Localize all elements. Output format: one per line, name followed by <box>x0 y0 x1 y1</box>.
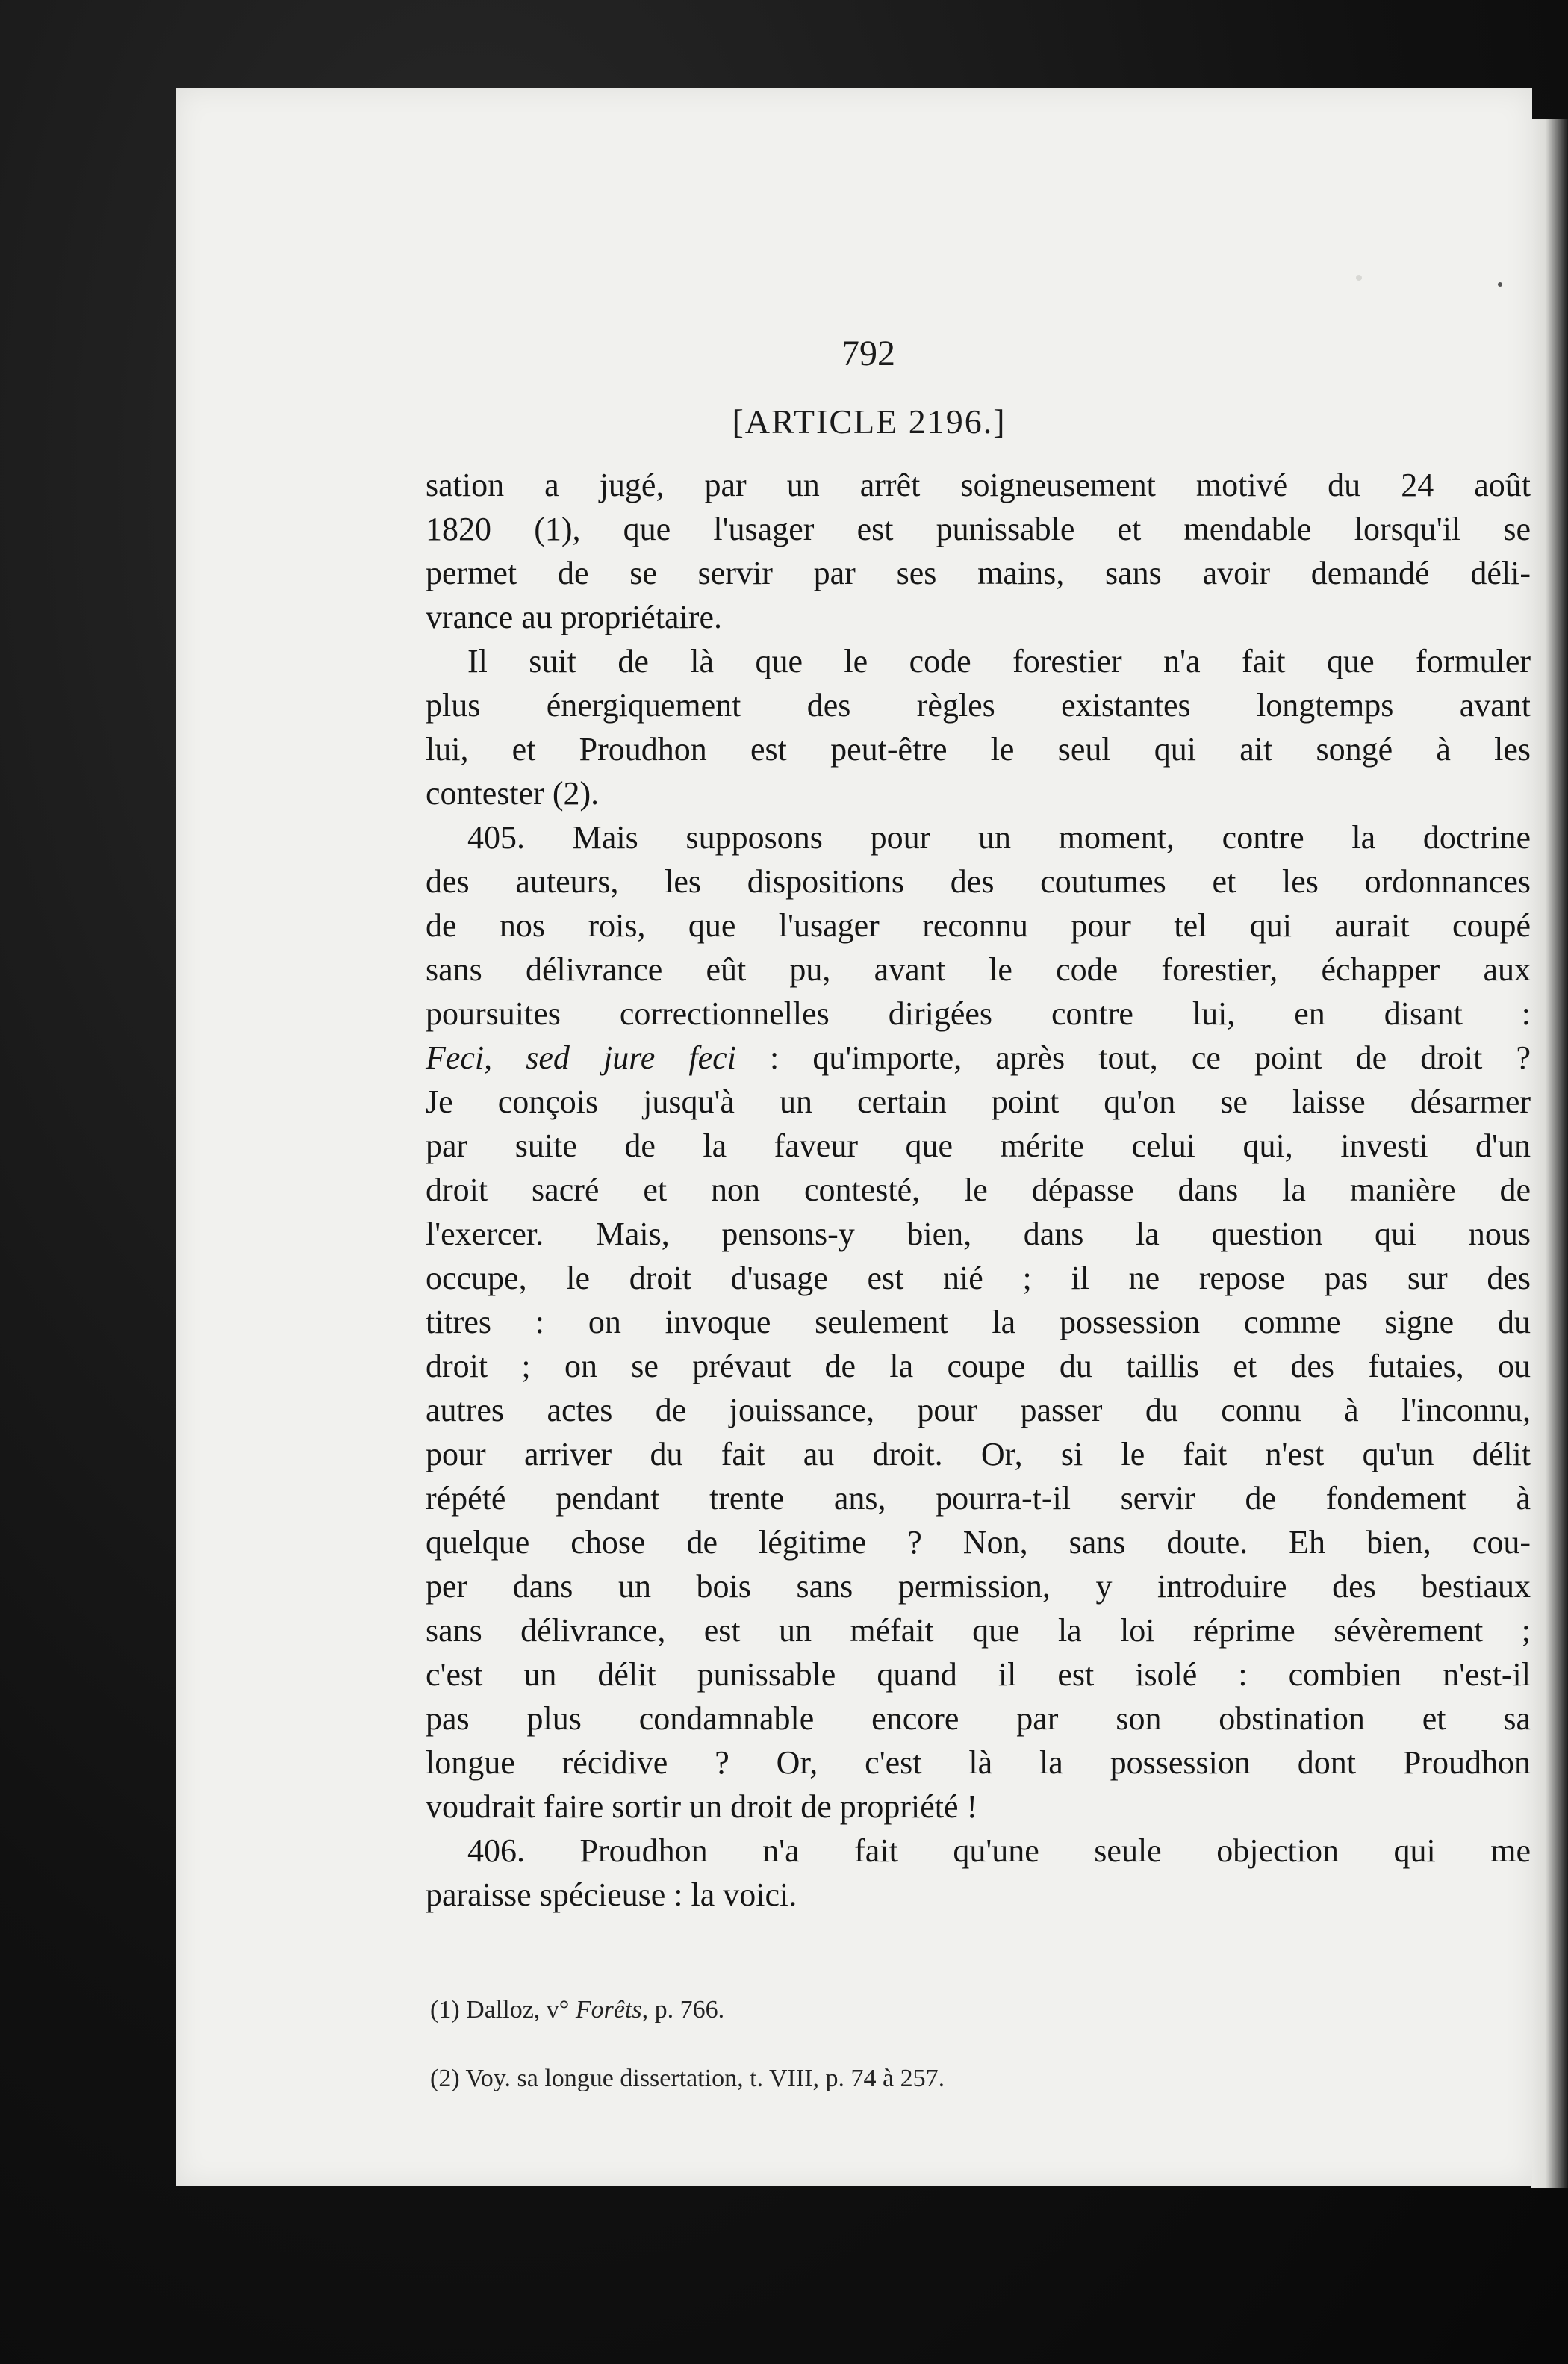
latin-phrase: Feci, sed jure feci <box>426 1039 736 1076</box>
text-line: per dans un bois sans permission, y introduire des bestiaux <box>426 1568 1531 1605</box>
text-line: poursuites correctionnelles dirigées contre lui, en disant : <box>426 995 1531 1032</box>
body-text <box>426 463 1531 1917</box>
footnote-text: Dalloz, v° <box>466 1996 570 2024</box>
next-page-edge <box>1531 119 1568 2188</box>
text-line: quelque chose de légitime ? Non, sans doute. Eh bien, cou- <box>426 1524 1531 1561</box>
text-line: occupe, le droit d'usage est nié ; il ne repose pas sur des <box>426 1260 1531 1296</box>
text-line: sans délivrance, est un méfait que la loi réprime sévèrement ; <box>426 1612 1531 1649</box>
text-line: 405. Mais supposons pour un moment, contre la doctrine <box>467 819 1531 856</box>
text-line: paraisse spécieuse : la voici. <box>426 1876 797 1913</box>
text-line: de nos rois, que l'usager reconnu pour tel qui aurait coupé <box>426 907 1531 944</box>
text-line: c'est un délit punissable quand il est isolé : combien n'est-il <box>426 1656 1531 1693</box>
text-line: 1820 (1), que l'usager est punissable et mendable lorsqu'il se <box>426 511 1531 547</box>
text-line: vrance au propriétaire. <box>426 599 722 635</box>
text-line: répété pendant trente ans, pourra-t-il servir de fondement à <box>426 1480 1531 1517</box>
text-line: lui, et Proudhon est peut-être le seul qui ait songé à les <box>426 731 1531 768</box>
text-line: Il suit de là que le code forestier n'a fait que formuler <box>467 643 1531 679</box>
book-page <box>176 88 1532 2186</box>
footnote <box>430 2062 1520 2095</box>
text-line: 406. Proudhon n'a fait qu'une seule objection qui me <box>467 1832 1531 1869</box>
paper-speck <box>1356 275 1362 281</box>
text-line: Feci, sed jure feci : qu'importe, après tout, ce point de droit ? <box>426 1039 1531 1076</box>
footnote-text: Voy. sa longue dissertation, t. VIII, p. 74 à 257. <box>465 2065 945 2092</box>
text-line: contester (2). <box>426 775 600 812</box>
text-line: droit sacré et non contesté, le dépasse dans la manière de <box>426 1172 1531 1208</box>
text-line: l'exercer. Mais, pensons-y bien, dans la question qui nous <box>426 1216 1531 1252</box>
footnote-marker: (1) <box>430 1996 460 2024</box>
paper-speck <box>1498 282 1502 287</box>
footnote-marker: (2) <box>430 2065 460 2092</box>
text-line: droit ; on se prévaut de la coupe du taillis et des futaies, ou <box>426 1348 1531 1384</box>
text-line: voudrait faire sortir un droit de propriété ! <box>426 1788 978 1825</box>
text-line: sation a jugé, par un arrêt soigneusement motivé du 24 août <box>426 467 1531 503</box>
text-line: pour arriver du fait au droit. Or, si le fait n'est qu'un délit <box>426 1436 1531 1472</box>
text-line: permet de se servir par ses mains, sans avoir demandé déli- <box>426 555 1531 591</box>
footnote <box>430 1994 1520 2026</box>
text-line: longue récidive ? Or, c'est là la possession dont Proudhon <box>426 1744 1531 1781</box>
page-number: 792 <box>841 334 895 373</box>
text-line: Je conçois jusqu'à un certain point qu'on se laisse désarmer <box>426 1083 1531 1120</box>
running-head: [ARTICLE 2196.] <box>732 402 1007 441</box>
text-line: des auteurs, les dispositions des coutumes et les ordonnances <box>426 863 1531 900</box>
text-line: titres : on invoque seulement la possession comme signe du <box>426 1304 1531 1340</box>
text-line: par suite de la faveur que mérite celui qui, investi d'un <box>426 1127 1531 1164</box>
text-line: plus énergiquement des règles existantes longtemps avant <box>426 687 1531 724</box>
text-line: sans délivrance eût pu, avant le code forestier, échapper aux <box>426 951 1531 988</box>
footnote-text-after: , p. 766. <box>641 1996 725 2024</box>
text-line: autres actes de jouissance, pour passer du connu à l'inconnu, <box>426 1392 1531 1428</box>
footnote-italic: Forêts <box>575 1996 642 2024</box>
footnotes <box>430 1994 1520 2131</box>
text-line: pas plus condamnable encore par son obstination et sa <box>426 1700 1531 1737</box>
